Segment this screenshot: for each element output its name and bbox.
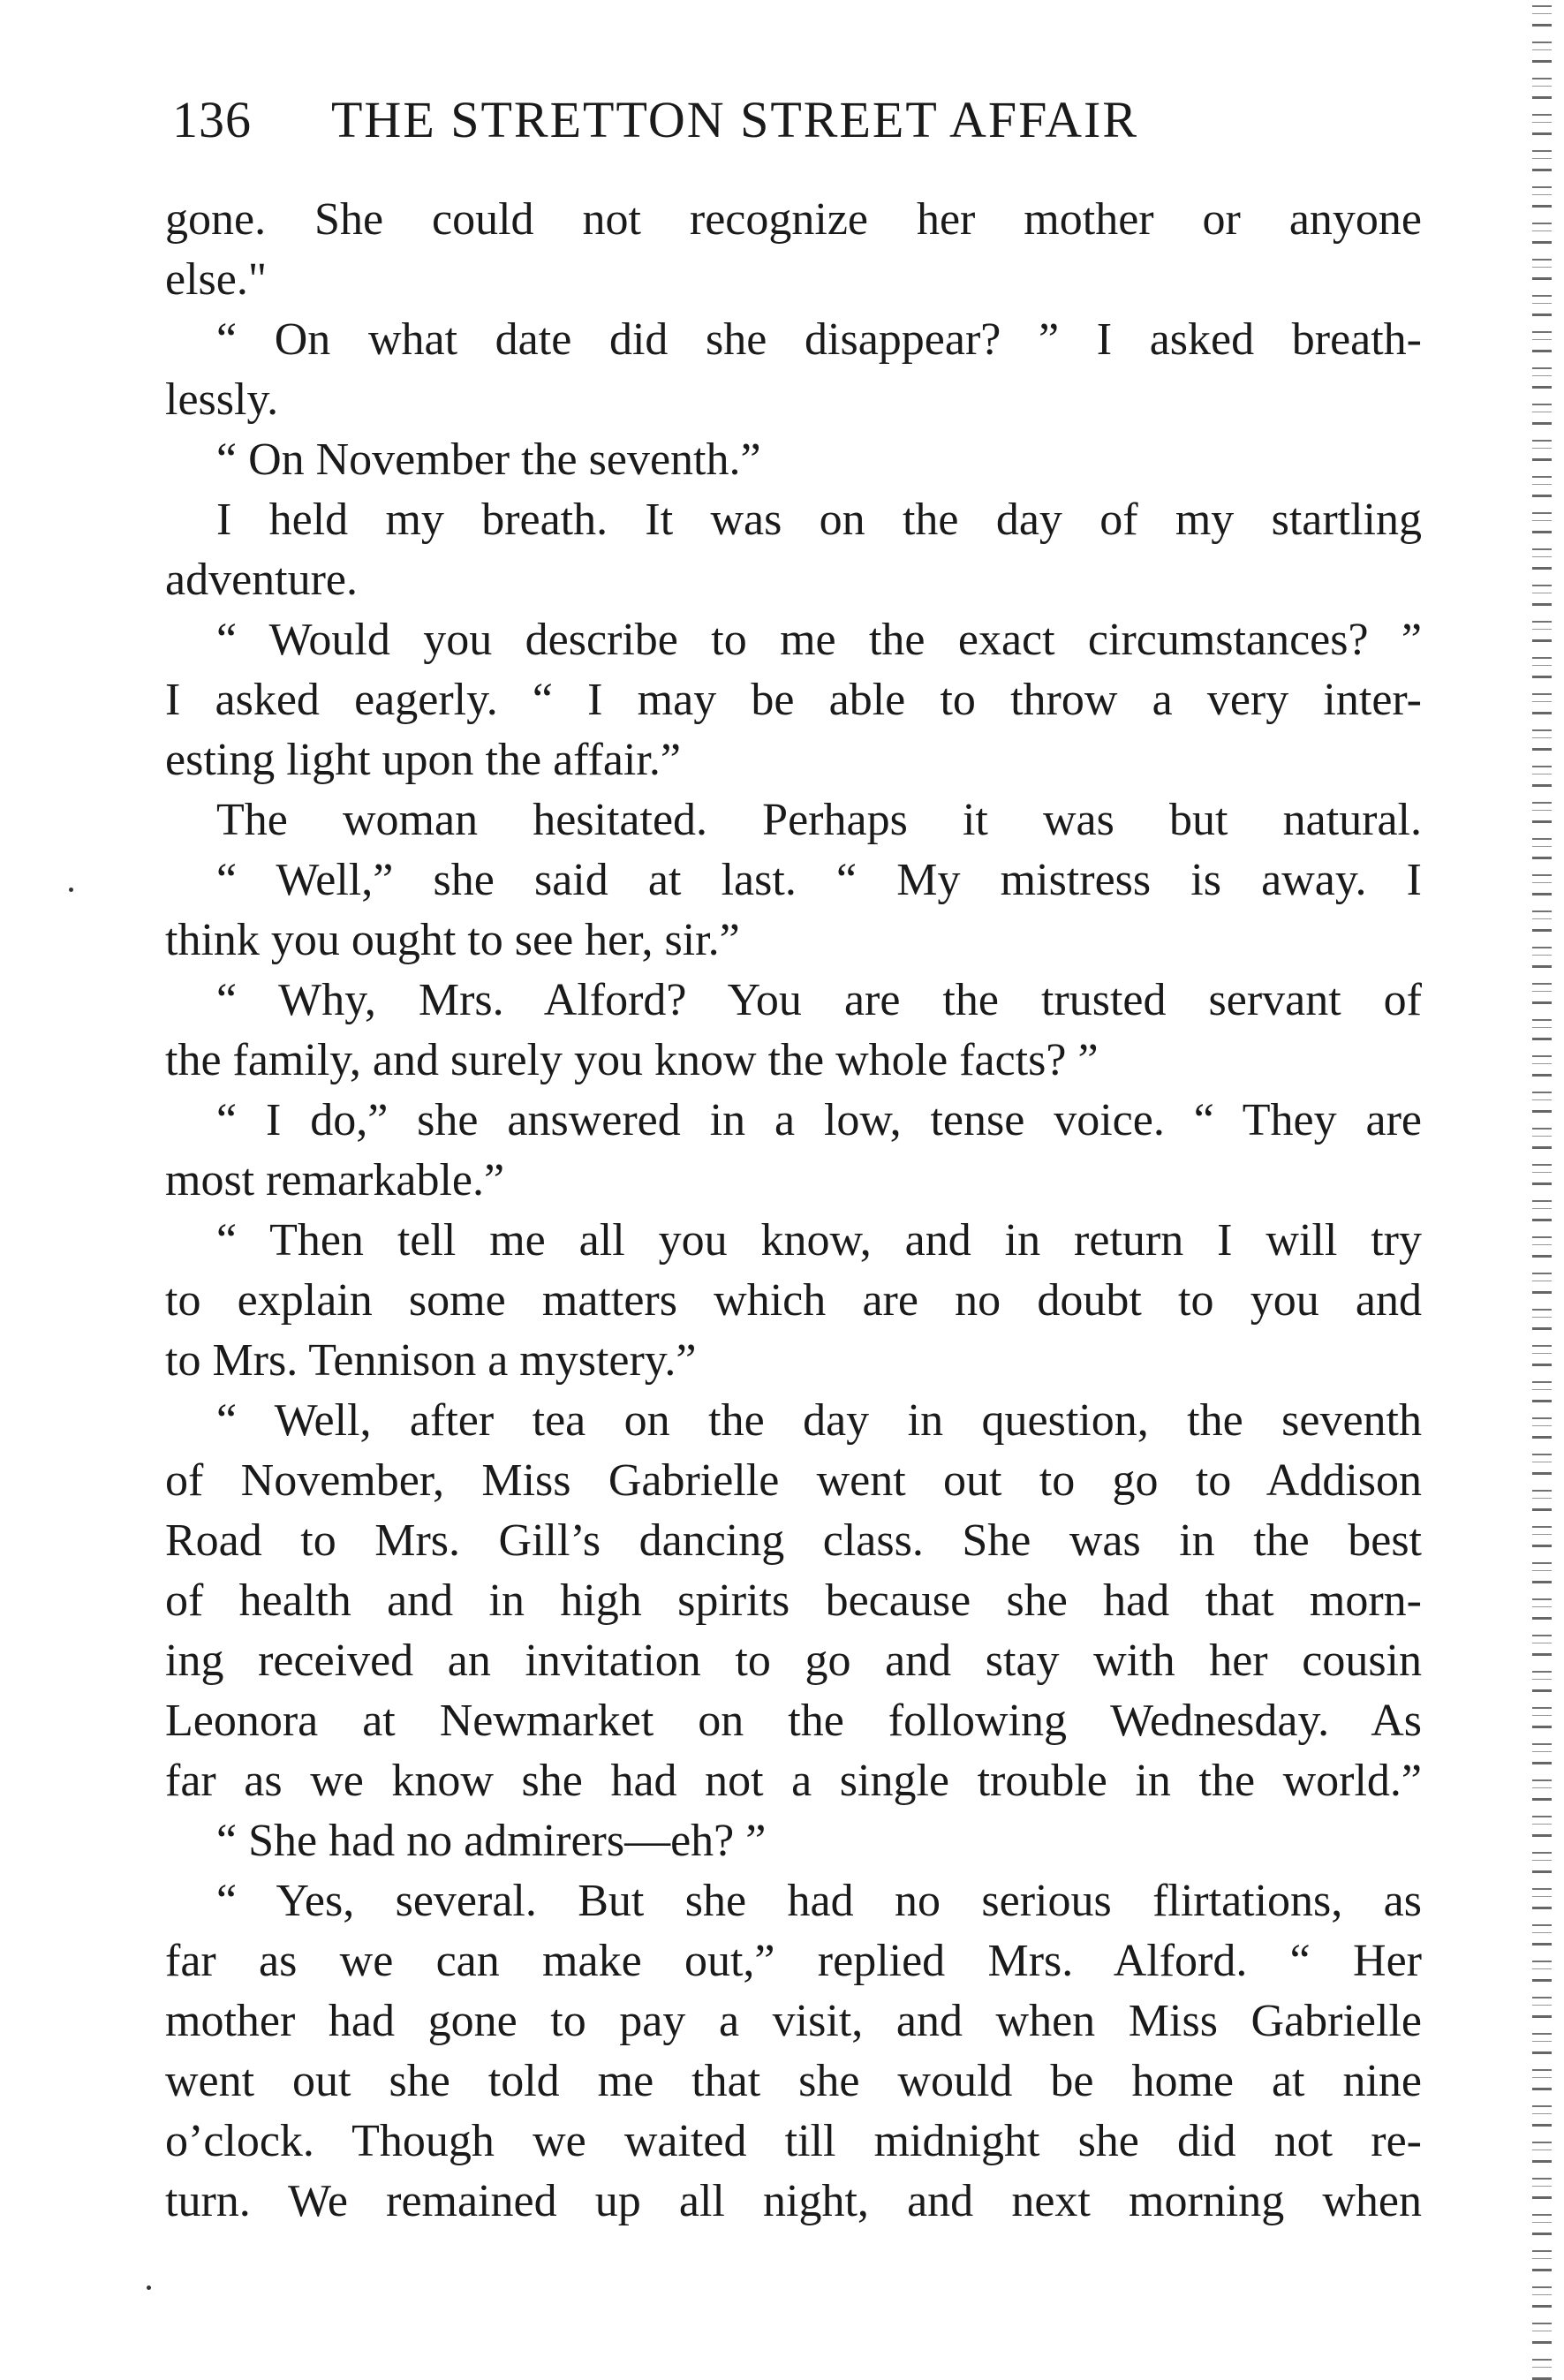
text-line: “ Well,” she said at last. “ My mistress is away. I: [216, 855, 1422, 905]
text-line: think you ought to see her, sir.”: [165, 915, 740, 965]
text-line: Leonora at Newmarket on the following Wednesday. As: [165, 1696, 1422, 1746]
text-line: I held my breath. It was on the day of my startling: [216, 495, 1422, 545]
text-line: “ Well, after tea on the day in question, the seventh: [216, 1395, 1422, 1446]
book-spine-edge: [1532, 0, 1552, 2380]
text-line: “ Would you describe to me the exact circumstances? ”: [216, 615, 1422, 665]
text-line: of health and in high spirits because she had that morn-: [165, 1575, 1422, 1626]
text-line: to Mrs. Tennison a mystery.”: [165, 1335, 697, 1386]
page-number: 136: [172, 91, 252, 148]
text-line: “ Why, Mrs. Alford? You are the trusted servant of: [216, 975, 1422, 1025]
text-line: most remarkable.”: [165, 1155, 505, 1205]
text-line: far as we know she had not a single trouble in the world.”: [165, 1756, 1422, 1806]
text-line: “ She had no admirers—eh? ”: [216, 1816, 767, 1866]
text-line: “ On November the seventh.”: [216, 434, 761, 485]
text-line: “ On what date did she disappear? ” I asked breath-: [216, 314, 1422, 365]
text-line: adventure.: [165, 555, 359, 605]
running-title: THE STRETTON STREET AFFAIR: [331, 91, 1139, 148]
text-line: I asked eagerly. “ I may be able to throw a very inter-: [165, 675, 1422, 725]
text-line: o’clock. Though we waited till midnight she did not re-: [165, 2116, 1422, 2166]
text-line: The woman hesitated. Perhaps it was but natural.: [216, 795, 1422, 845]
text-line: turn. We remained up all night, and next morning when: [165, 2176, 1422, 2226]
text-line: “ Then tell me all you know, and in return I will try: [216, 1215, 1422, 1266]
text-line: gone. She could not recognize her mother or anyone: [165, 194, 1422, 245]
text-line: else.": [165, 254, 268, 305]
text-line: esting light upon the affair.”: [165, 735, 681, 785]
running-header: [172, 90, 1426, 149]
text-line: ing received an invitation to go and stay with her cousin: [165, 1636, 1422, 1686]
text-line: mother had gone to pay a visit, and when Miss Gabrielle: [165, 1996, 1422, 2046]
text-line: went out she told me that she would be home at nine: [165, 2056, 1422, 2106]
body-text: [165, 190, 1422, 2232]
text-line: far as we can make out,” replied Mrs. Alford. “ Her: [165, 1936, 1422, 1986]
text-line: Road to Mrs. Gill’s dancing class. She was in the best: [165, 1515, 1422, 1566]
ink-speck: [69, 888, 73, 892]
text-line: the family, and surely you know the whole facts? ”: [165, 1035, 1099, 1085]
text-line: lessly.: [165, 374, 279, 425]
text-line: of November, Miss Gabrielle went out to go to Addison: [165, 1455, 1422, 1506]
ink-speck: [147, 2286, 151, 2290]
text-line: “ Yes, several. But she had no serious flirtations, as: [216, 1876, 1422, 1926]
text-line: to explain some matters which are no doubt to you and: [165, 1275, 1422, 1326]
text-line: “ I do,” she answered in a low, tense voice. “ They are: [216, 1095, 1422, 1145]
